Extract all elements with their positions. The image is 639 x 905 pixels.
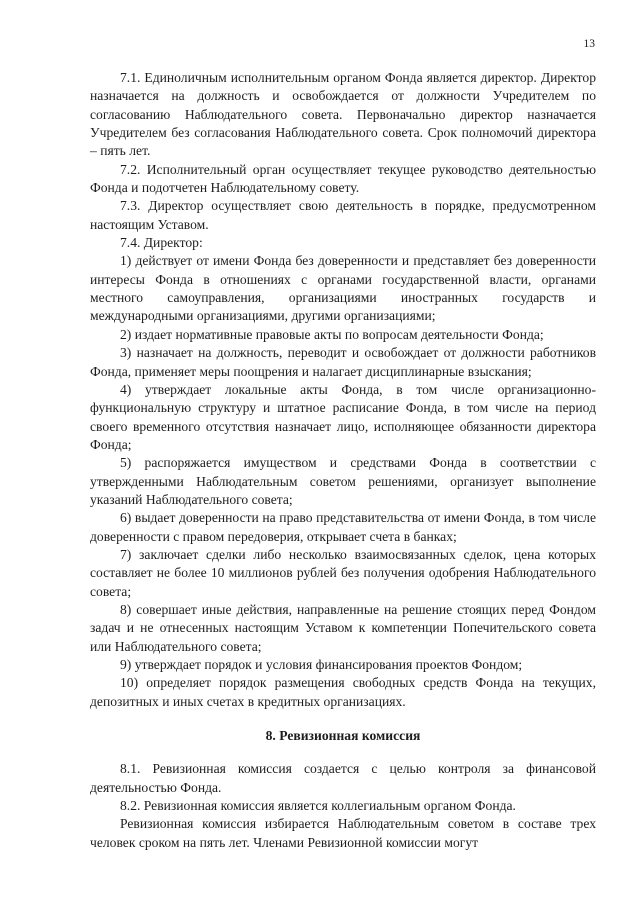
paragraph-8-2: 8.2. Ревизионная комиссия является коллегиальным органом Фонда.	[120, 798, 516, 814]
section-heading: 8. Ревизионная комиссия	[265, 728, 421, 744]
list-item-4: 4) утверждает локальные акты Фонда, в том числе организационно-функциональную структуру и штатное расписание Фонда, в том числе на период своего временного отсутствия назначает лицо, исполняющее обязанности директора Фонда;	[90, 381, 596, 452]
list-item-7: 7) заключает сделки либо несколько взаимосвязанных сделок, цена которых составляет не более 10 миллионов рублей без получения одобрения Наблюдательного совета;	[90, 546, 596, 599]
paragraph-8-3: Ревизионная комиссия избирается Наблюдательным советом в составе трех человек сроком на пять лет. Членами Ревизионной комиссии могут	[90, 816, 596, 850]
list-item-1: 1) действует от имени Фонда без доверенности и представляет без доверенности интересы Фонда в отношениях с органами государственной власти, органами местного самоуправления, организациями иностранных государств и международными организациями, другими организациями;	[90, 253, 596, 324]
list-item-5: 5) распоряжается имуществом и средствами Фонда в соответствии с утвержденными Наблюдательным советом решениями, организует выполнение указаний Наблюдательного совета;	[90, 455, 596, 507]
list-item-9: 9) утверждает порядок и условия финансирования проектов Фондом;	[120, 657, 523, 672]
paragraph-7-3: 7.3. Директор осуществляет свою деятельность в порядке, предусмотренном настоящим Уставом.	[90, 198, 596, 232]
list-item-6: 6) выдает доверенности на право представительства от имени Фонда, в том числе доверенности с правом передоверия, открывает счета в банках;	[90, 510, 596, 544]
paragraph-7-2: 7.2. Исполнительный орган осуществляет текущее руководство деятельностью Фонда и подотчетен Наблюдательному совету.	[90, 161, 596, 196]
list-item-3: 3) назначает на должность, переводит и освобождает от должности работников Фонда, применяет меры поощрения и налагает дисциплинарные взыскания;	[90, 345, 596, 379]
paragraph-8-1: 8.1. Ревизионная комиссия создается с целью контроля за финансовой деятельностью Фонда.	[90, 761, 596, 795]
list-item-10: 10) определяет порядок размещения свободных средств Фонда на текущих, депозитных и иных счетах в кредитных организациях.	[90, 675, 596, 709]
paragraph-7-4: 7.4. Директор:	[120, 235, 203, 251]
paragraph-7-1: 7.1. Единоличным исполнительным органом Фонда является директор. Директор назначается на должность и освобождается от должности Учредителем по согласованию Наблюдательного совета. Первоначально директор назначается Учредителем без согласования Наблюдательного совета. Срок полномочий директора – пять лет.	[90, 70, 596, 159]
page-number: 13	[583, 38, 595, 50]
list-item-2: 2) издает нормативные правовые акты по вопросам деятельности Фонда;	[120, 326, 544, 342]
document-body	[90, 69, 596, 852]
list-item-8: 8) совершает иные действия, направленные на решение стоящих перед Фондом задач и не отнесенных настоящим Уставом к компетенции Попечительского совета или Наблюдательного совета;	[90, 601, 596, 654]
